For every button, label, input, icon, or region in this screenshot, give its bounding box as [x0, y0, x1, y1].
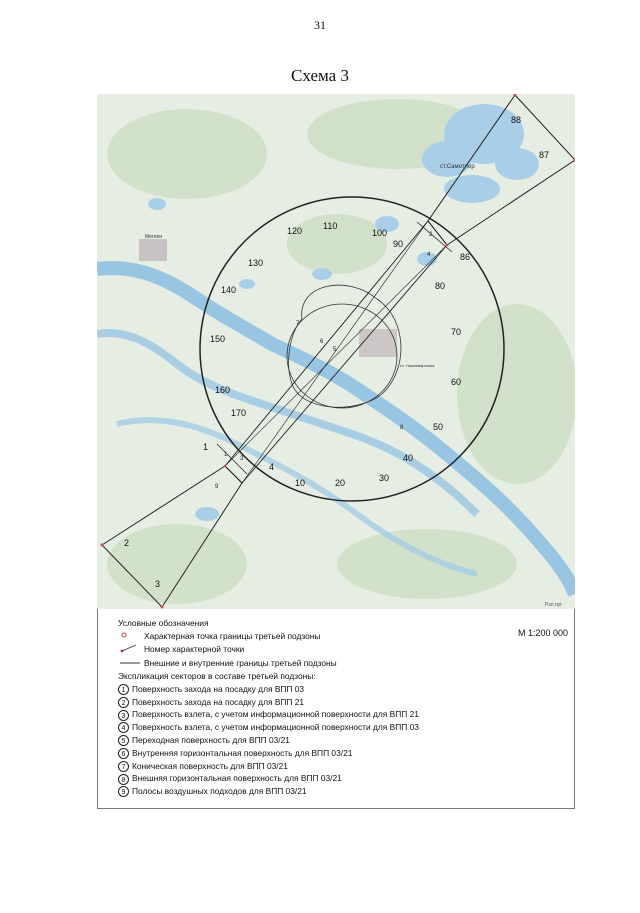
sector-label-30: 30: [379, 473, 390, 483]
explication-item-6: 6 Внутренняя горизонтальная поверхность для ВПП 03/21: [118, 747, 568, 760]
sector-label-110: 110: [323, 221, 338, 231]
page-number: 31: [314, 18, 326, 32]
explication-item-4: 4 Поверхность взлета, с учетом информационной поверхности для ВПП 03: [118, 721, 568, 734]
explication-item-5: 5 Переходная поверхность для ВПП 03/21: [118, 734, 568, 747]
sector-label-50: 50: [433, 422, 444, 432]
sector-label-120: 120: [287, 226, 303, 236]
red-point-icon: [118, 630, 144, 643]
label-nizhnevartovsk: гп. Нижневартовск: [400, 363, 435, 368]
sector-label-88: 88: [511, 115, 522, 125]
sector-label-3: 3: [155, 579, 161, 589]
leader-line-icon: [118, 643, 144, 657]
surface-number-3: 3: [240, 456, 244, 462]
scheme-title: Схема 3: [291, 66, 349, 85]
explication-heading: Экспликация секторов в составе третьей подзоны:: [118, 670, 316, 681]
sector-label-100: 100: [372, 228, 388, 238]
sector-label-86: 86: [460, 252, 471, 262]
sector-label-90: 90: [393, 239, 404, 249]
sector-label-20: 20: [335, 478, 346, 488]
surface-number-4: 4: [427, 252, 431, 258]
map-scale: М 1:200 000: [517, 628, 568, 638]
sector-label-10: 10: [295, 478, 306, 488]
surface-number-1: 1: [224, 452, 228, 458]
map-area: [97, 94, 575, 609]
legend-boundary-item: [118, 657, 568, 670]
sector-label-150: 150: [210, 334, 226, 344]
surface-number-7: 7: [296, 321, 300, 327]
sector-label-140: 140: [221, 285, 237, 295]
boundary-line-icon: [118, 657, 144, 670]
sector-label-80: 80: [435, 281, 446, 291]
legend-number-item: [118, 643, 568, 657]
sector-label-1: 1: [203, 442, 209, 452]
label-samotlor: ст.Самотлор: [440, 164, 475, 170]
legend-boundary-label: Внешние и внутренние границы третьей подзоны: [144, 657, 337, 668]
label-megion: Мегион: [145, 234, 163, 240]
surface-number-9: 9: [215, 484, 219, 490]
sector-label-70: 70: [451, 327, 462, 337]
sector-label-2: 2: [124, 538, 130, 548]
explication-item-9: 9 Полосы воздушных подходов для ВПП 03/21: [118, 785, 568, 798]
surface-number-8: 8: [400, 425, 404, 431]
explication-item-2: 2 Поверхность захода на посадку для ВПП 21: [118, 696, 568, 709]
explication-item-3: 3 Поверхность взлета, с учетом информационной поверхности для ВПП 21: [118, 708, 568, 721]
legend-point-label: Характерная точка границы третьей подзоны: [144, 630, 321, 641]
map-svg: [97, 94, 575, 609]
legend-heading: Условные обозначения: [118, 618, 209, 628]
sector-label-170: 170: [231, 408, 247, 418]
sector-label-87: 87: [539, 150, 550, 160]
explication-item-8: 8 Внешняя горизонтальная поверхность для ВПП 03/21: [118, 772, 568, 785]
sector-label-130: 130: [248, 258, 264, 268]
legend-number-label: Номер характерной точки: [144, 644, 245, 655]
surface-number-6: 6: [320, 339, 324, 345]
legend: [118, 617, 568, 798]
sector-label-40: 40: [403, 453, 414, 463]
surface-number-5: 5: [333, 347, 337, 353]
sector-label-4: 4: [269, 462, 275, 472]
explication-item-7: 7 Коническая поверхность для ВПП 03/21: [118, 760, 568, 773]
label-bottom-right: Рэл пуг: [545, 602, 563, 608]
megion-settlement: [139, 239, 167, 261]
sector-label-160: 160: [215, 385, 231, 395]
explication-item-1: 1 Поверхность захода на посадку для ВПП 03: [118, 683, 568, 696]
surface-number-2: 2: [429, 232, 433, 238]
legend-point-item: [118, 630, 568, 643]
sector-label-60: 60: [451, 377, 462, 387]
